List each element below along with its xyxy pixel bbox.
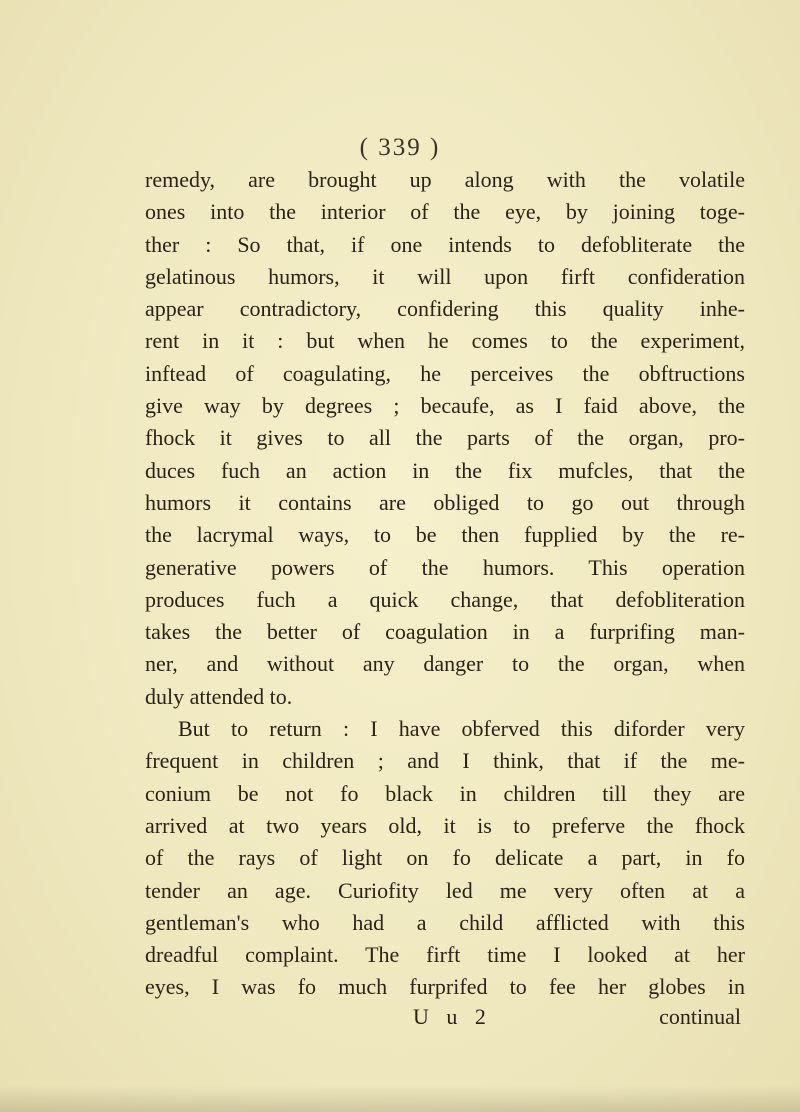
text-line: ner, and without any danger to the organ, when	[145, 651, 745, 677]
text-line: arrived at two years old, it is to preferve the fhock	[145, 812, 745, 838]
text-line: duces fuch an action in the fix mufcles, that the	[145, 457, 745, 483]
text-line: inftead of coagulating, he perceives the obftructions	[145, 360, 745, 386]
text-line: the lacrymal ways, to be then fupplied by the re-	[145, 522, 745, 548]
body-text	[145, 164, 745, 1004]
text-line: of the rays of light on fo delicate a part, in fo	[145, 845, 745, 871]
text-line: fhock it gives to all the parts of the organ, pro-	[145, 425, 745, 451]
text-line: humors it contains are obliged to go out through	[145, 489, 745, 515]
text-line: eyes, I was fo much furprifed to fee her globes in	[145, 974, 745, 1000]
text-line: rent in it : but when he comes to the experiment,	[145, 328, 745, 354]
text-line: gentleman's who had a child afflicted with this	[145, 909, 745, 935]
text-line: ones into the interior of the eye, by joining toge-	[145, 199, 745, 225]
text-line: dreadful complaint. The firft time I looked at her	[145, 942, 745, 968]
catchword: continual	[659, 1004, 741, 1029]
text-line: produces fuch a quick change, that defobliteration	[145, 586, 745, 612]
text-line: duly attended to.	[145, 683, 293, 709]
text-line: But to return : I have obferved this diforder very	[178, 716, 745, 742]
text-line: conium be not fo black in children till they are	[145, 780, 745, 806]
text-line: generative powers of the humors. This operation	[145, 554, 745, 580]
text-line: remedy, are brought up along with the volatile	[145, 167, 745, 192]
text-line: ther : So that, if one intends to defobliterate the	[145, 231, 745, 257]
signature-mark: U u 2	[413, 1004, 492, 1029]
page-edge-shadow	[0, 1086, 800, 1112]
page-number: ( 339 )	[359, 134, 441, 161]
text-line: tender an age. Curiofity led me very often at a	[145, 877, 745, 903]
page-footer	[145, 1001, 745, 1033]
text-line: frequent in children ; and I think, that if the me-	[145, 748, 745, 774]
text-line: takes the better of coagulation in a furprifing man-	[145, 619, 745, 645]
text-line: gelatinous humors, it will upon firft confideration	[145, 263, 745, 289]
text-line: give way by degrees ; becaufe, as I faid above, the	[145, 393, 745, 419]
text-line: appear contradictory, confidering this quality inhe-	[145, 296, 745, 322]
